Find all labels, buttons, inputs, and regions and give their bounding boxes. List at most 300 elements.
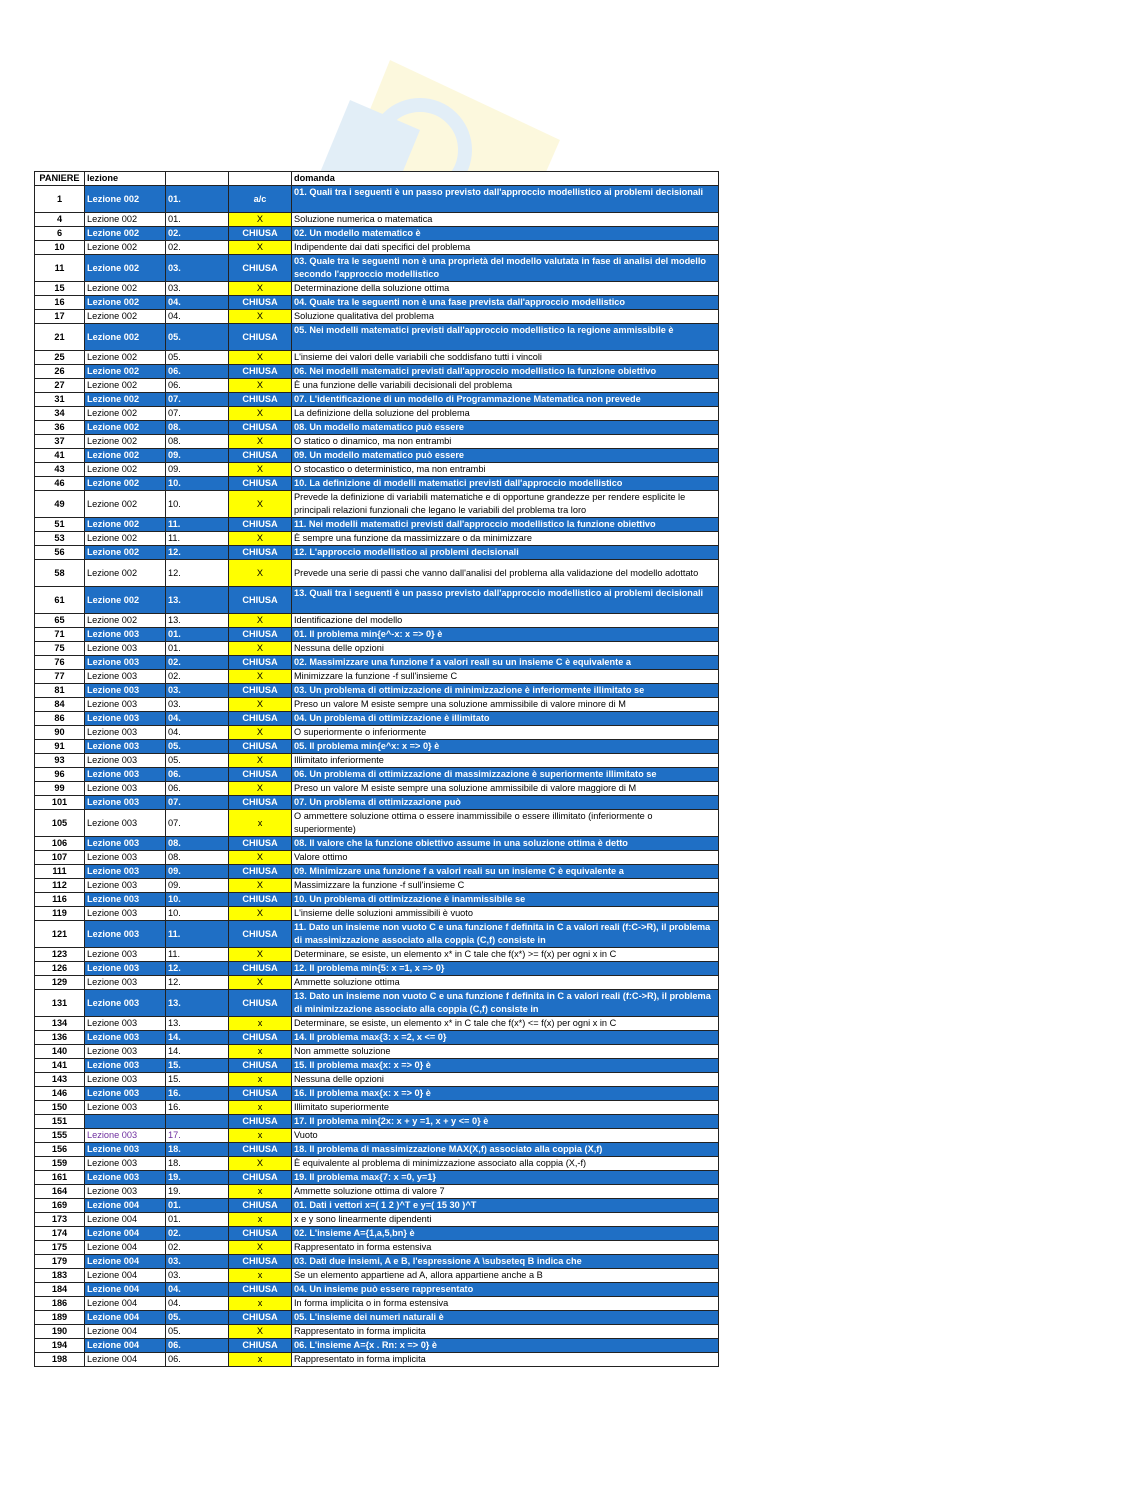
question-text: 05. L'insieme dei numeri naturali è xyxy=(292,1311,719,1325)
header-domanda: domanda xyxy=(292,172,719,186)
question-type: CHIUSA xyxy=(229,893,292,907)
question-type: CHIUSA xyxy=(229,1059,292,1073)
answer-mark: X xyxy=(229,1157,292,1171)
paniere-number: 16 xyxy=(35,296,85,310)
lezione-cell: Lezione 002 xyxy=(85,379,166,393)
question-row xyxy=(35,1311,719,1325)
answer-text: In forma implicita o in forma estensiva xyxy=(292,1297,719,1311)
answer-text: Determinare, se esiste, un elemento x* in C tale che f(x*) <= f(x) per ogni x in C xyxy=(292,1017,719,1031)
answer-mark: x xyxy=(229,1045,292,1059)
paniere-number: 93 xyxy=(35,754,85,768)
question-index: 12. xyxy=(166,976,229,990)
question-text: 02. Massimizzare una funzione f a valori reali su un insieme C è equivalente a xyxy=(292,656,719,670)
question-row xyxy=(35,1227,719,1241)
lezione-cell xyxy=(85,1115,166,1129)
question-text: 12. L'approccio modellistico ai problemi decisionali xyxy=(292,546,719,560)
paniere-number: 119 xyxy=(35,907,85,921)
question-index: 01. xyxy=(166,628,229,642)
question-row xyxy=(35,324,719,351)
question-row xyxy=(35,1171,719,1185)
question-text: 08. Un modello matematico può essere xyxy=(292,421,719,435)
question-text: 16. Il problema max{x: x => 0} è xyxy=(292,1087,719,1101)
question-row xyxy=(35,449,719,463)
question-index: 03. xyxy=(166,1255,229,1269)
paniere-number: 90 xyxy=(35,726,85,740)
answer-text: O ammettere soluzione ottima o essere inammissibile o essere illimitato (inferiormente o superiormente) xyxy=(292,810,719,837)
answer-text: La definizione della soluzione del problema xyxy=(292,407,719,421)
answer-mark: X xyxy=(229,282,292,296)
question-index: 07. xyxy=(166,810,229,837)
answer-mark: X xyxy=(229,560,292,587)
lezione-cell: Lezione 002 xyxy=(85,421,166,435)
paniere-number: 194 xyxy=(35,1339,85,1353)
header-lezione: lezione xyxy=(85,172,166,186)
question-row xyxy=(35,1339,719,1353)
question-row xyxy=(35,1059,719,1073)
question-row xyxy=(35,518,719,532)
answer-text: Soluzione qualitativa del problema xyxy=(292,310,719,324)
answer-text: Rappresentato in forma estensiva xyxy=(292,1241,719,1255)
lezione-cell: Lezione 002 xyxy=(85,491,166,518)
question-text: 19. Il problema max{7: x =0, y=1} xyxy=(292,1171,719,1185)
question-row xyxy=(35,365,719,379)
lezione-cell: Lezione 002 xyxy=(85,296,166,310)
lezione-cell: Lezione 003 xyxy=(85,712,166,726)
lezione-cell: Lezione 004 xyxy=(85,1297,166,1311)
question-index: 12. xyxy=(166,962,229,976)
paniere-number: 140 xyxy=(35,1045,85,1059)
paniere-number: 155 xyxy=(35,1129,85,1143)
answer-mark: x xyxy=(229,1213,292,1227)
question-type: CHIUSA xyxy=(229,1199,292,1213)
question-type: CHIUSA xyxy=(229,990,292,1017)
lezione-cell: Lezione 002 xyxy=(85,614,166,628)
answer-row xyxy=(35,282,719,296)
paniere-number: 112 xyxy=(35,879,85,893)
paniere-number: 179 xyxy=(35,1255,85,1269)
question-type: CHIUSA xyxy=(229,1143,292,1157)
question-row xyxy=(35,768,719,782)
answer-mark: X xyxy=(229,726,292,740)
answer-text: L'insieme delle soluzioni ammissibili è vuoto xyxy=(292,907,719,921)
question-row xyxy=(35,837,719,851)
answer-row xyxy=(35,782,719,796)
answer-row xyxy=(35,1157,719,1171)
lezione-cell: Lezione 003 xyxy=(85,1087,166,1101)
paniere-number: 1 xyxy=(35,186,85,213)
question-text: 07. Un problema di ottimizzazione può xyxy=(292,796,719,810)
lezione-cell: Lezione 003 xyxy=(85,670,166,684)
paniere-number: 36 xyxy=(35,421,85,435)
question-index: 02. xyxy=(166,227,229,241)
question-index: 05. xyxy=(166,1325,229,1339)
paniere-number: 34 xyxy=(35,407,85,421)
question-row xyxy=(35,296,719,310)
question-row xyxy=(35,1115,719,1129)
lezione-cell: Lezione 002 xyxy=(85,351,166,365)
question-index: 09. xyxy=(166,879,229,893)
answer-mark: X xyxy=(229,491,292,518)
answer-text: Illimitato inferiormente xyxy=(292,754,719,768)
lezione-cell: Lezione 002 xyxy=(85,227,166,241)
question-text: 03. Un problema di ottimizzazione di minimizzazione è inferiormente illimitato se xyxy=(292,684,719,698)
answer-row xyxy=(35,1045,719,1059)
paniere-number: 123 xyxy=(35,948,85,962)
paniere-number: 126 xyxy=(35,962,85,976)
question-index: 03. xyxy=(166,282,229,296)
lezione-cell: Lezione 004 xyxy=(85,1255,166,1269)
paniere-number: 53 xyxy=(35,532,85,546)
question-index: 06. xyxy=(166,1339,229,1353)
lezione-cell: Lezione 003 xyxy=(85,698,166,712)
lezione-cell: Lezione 003 xyxy=(85,726,166,740)
paniere-number: 105 xyxy=(35,810,85,837)
answer-row xyxy=(35,1129,719,1143)
answer-text: O statico o dinamico, ma non entrambi xyxy=(292,435,719,449)
question-text: 01. Dati i vettori x=( 1 2 )^T e y=( 15 30 )^T xyxy=(292,1199,719,1213)
answer-text: Preso un valore M esiste sempre una soluzione ammissibile di valore maggiore di M xyxy=(292,782,719,796)
question-type: CHIUSA xyxy=(229,768,292,782)
question-type: CHIUSA xyxy=(229,921,292,948)
question-text: 09. Un modello matematico può essere xyxy=(292,449,719,463)
answer-row xyxy=(35,1017,719,1031)
lezione-cell: Lezione 003 xyxy=(85,1059,166,1073)
question-index: 19. xyxy=(166,1171,229,1185)
question-text: 03. Quale tra le seguenti non è una proprietà del modello valutata in fase di analisi del modello secondo l'approccio modellistico xyxy=(292,255,719,282)
question-index: 02. xyxy=(166,656,229,670)
answer-text: Nessuna delle opzioni xyxy=(292,1073,719,1087)
lezione-cell: Lezione 002 xyxy=(85,282,166,296)
answer-text: Vuoto xyxy=(292,1129,719,1143)
answer-row xyxy=(35,435,719,449)
answer-text: È equivalente al problema di minimizzazione associato alla coppia (X,-f) xyxy=(292,1157,719,1171)
answer-text: Valore ottimo xyxy=(292,851,719,865)
question-index: 12. xyxy=(166,560,229,587)
question-row xyxy=(35,1199,719,1213)
panieri-table xyxy=(34,171,719,1367)
answer-mark: x xyxy=(229,1129,292,1143)
question-index: 07. xyxy=(166,796,229,810)
question-text: 04. Un insieme può essere rappresentato xyxy=(292,1283,719,1297)
answer-text: Rappresentato in forma implicita xyxy=(292,1325,719,1339)
question-type: a/c xyxy=(229,186,292,213)
answer-text: Rappresentato in forma implicita xyxy=(292,1353,719,1367)
lezione-cell: Lezione 003 xyxy=(85,740,166,754)
question-text: 13. Dato un insieme non vuoto C e una funzione f definita in C a valori reali (f:C->R), il problema di minimizzazione associato alla coppia (C,f) consiste in xyxy=(292,990,719,1017)
question-index xyxy=(166,1115,229,1129)
answer-row xyxy=(35,379,719,393)
question-index: 16. xyxy=(166,1087,229,1101)
question-index: 01. xyxy=(166,186,229,213)
question-row xyxy=(35,990,719,1017)
paniere-number: 146 xyxy=(35,1087,85,1101)
paniere-number: 15 xyxy=(35,282,85,296)
answer-row xyxy=(35,407,719,421)
lezione-cell: Lezione 003 xyxy=(85,1101,166,1115)
paniere-number: 41 xyxy=(35,449,85,463)
question-type: CHIUSA xyxy=(229,1171,292,1185)
lezione-cell: Lezione 003 xyxy=(85,1157,166,1171)
answer-row xyxy=(35,532,719,546)
question-type: CHIUSA xyxy=(229,587,292,614)
answer-row xyxy=(35,560,719,587)
lezione-cell: Lezione 002 xyxy=(85,532,166,546)
question-index: 16. xyxy=(166,1101,229,1115)
lezione-cell: Lezione 004 xyxy=(85,1325,166,1339)
question-index: 04. xyxy=(166,1297,229,1311)
answer-mark: X xyxy=(229,851,292,865)
answer-mark: X xyxy=(229,379,292,393)
question-row xyxy=(35,921,719,948)
question-type: CHIUSA xyxy=(229,1283,292,1297)
lezione-cell: Lezione 002 xyxy=(85,186,166,213)
question-type: CHIUSA xyxy=(229,740,292,754)
lezione-cell: Lezione 003 xyxy=(85,948,166,962)
lezione-cell: Lezione 003 xyxy=(85,1171,166,1185)
question-index: 13. xyxy=(166,587,229,614)
question-index: 15. xyxy=(166,1059,229,1073)
question-text: 14. Il problema max{3: x =2, x <= 0} xyxy=(292,1031,719,1045)
paniere-number: 174 xyxy=(35,1227,85,1241)
question-row xyxy=(35,962,719,976)
question-index: 05. xyxy=(166,351,229,365)
paniere-number: 71 xyxy=(35,628,85,642)
paniere-number: 131 xyxy=(35,990,85,1017)
question-type: CHIUSA xyxy=(229,628,292,642)
answer-mark: X xyxy=(229,351,292,365)
question-index: 02. xyxy=(166,1241,229,1255)
question-text: 01. Il problema min{e^-x: x => 0} è xyxy=(292,628,719,642)
answer-text: Massimizzare la funzione -f sull'insieme C xyxy=(292,879,719,893)
paniere-number: 156 xyxy=(35,1143,85,1157)
question-row xyxy=(35,1255,719,1269)
lezione-cell: Lezione 002 xyxy=(85,587,166,614)
lezione-cell: Lezione 004 xyxy=(85,1283,166,1297)
lezione-cell: Lezione 002 xyxy=(85,407,166,421)
answer-text: Indipendente dai dati specifici del problema xyxy=(292,241,719,255)
question-index: 02. xyxy=(166,670,229,684)
answer-row xyxy=(35,1213,719,1227)
answer-mark: X xyxy=(229,879,292,893)
question-row xyxy=(35,1143,719,1157)
answer-text: Se un elemento appartiene ad A, allora appartiene anche a B xyxy=(292,1269,719,1283)
paniere-number: 46 xyxy=(35,477,85,491)
paniere-number: 84 xyxy=(35,698,85,712)
question-index: 08. xyxy=(166,837,229,851)
answer-mark: X xyxy=(229,532,292,546)
paniere-number: 150 xyxy=(35,1101,85,1115)
question-index: 13. xyxy=(166,990,229,1017)
question-text: 06. Nei modelli matematici previsti dall'approccio modellistico la funzione obiettivo xyxy=(292,365,719,379)
question-row xyxy=(35,740,719,754)
question-type: CHIUSA xyxy=(229,865,292,879)
header-paniere: PANIERE xyxy=(35,172,85,186)
question-index: 09. xyxy=(166,449,229,463)
question-index: 17. xyxy=(166,1129,229,1143)
question-text: 12. Il problema min{5: x =1, x => 0} xyxy=(292,962,719,976)
question-type: CHIUSA xyxy=(229,1227,292,1241)
question-text: 11. Dato un insieme non vuoto C e una funzione f definita in C a valori reali (f:C->R), il problema di massimizzazione associato alla coppia (C,f) consiste in xyxy=(292,921,719,948)
question-text: 04. Un problema di ottimizzazione è illimitato xyxy=(292,712,719,726)
paniere-number: 116 xyxy=(35,893,85,907)
paniere-number: 143 xyxy=(35,1073,85,1087)
lezione-cell: Lezione 003 xyxy=(85,1031,166,1045)
question-text: 15. Il problema max{x: x => 0} è xyxy=(292,1059,719,1073)
question-type: CHIUSA xyxy=(229,962,292,976)
question-index: 06. xyxy=(166,379,229,393)
answer-mark: X xyxy=(229,976,292,990)
question-row xyxy=(35,684,719,698)
paniere-number: 111 xyxy=(35,865,85,879)
lezione-cell: Lezione 004 xyxy=(85,1241,166,1255)
question-text: 10. La definizione di modelli matematici previsti dall'approccio modellistico xyxy=(292,477,719,491)
paniere-number: 159 xyxy=(35,1157,85,1171)
paniere-number: 37 xyxy=(35,435,85,449)
answer-text: È sempre una funzione da massimizzare o da minimizzare xyxy=(292,532,719,546)
answer-row xyxy=(35,698,719,712)
question-type: CHIUSA xyxy=(229,1087,292,1101)
answer-text: Ammette soluzione ottima di valore 7 xyxy=(292,1185,719,1199)
question-type: CHIUSA xyxy=(229,684,292,698)
question-type: CHIUSA xyxy=(229,796,292,810)
question-text: 01. Quali tra i seguenti è un passo previsto dall'approccio modellistico ai problemi decisionali xyxy=(292,186,719,213)
question-type: CHIUSA xyxy=(229,712,292,726)
paniere-number: 49 xyxy=(35,491,85,518)
question-row xyxy=(35,255,719,282)
answer-mark: x xyxy=(229,810,292,837)
answer-row xyxy=(35,463,719,477)
paniere-number: 99 xyxy=(35,782,85,796)
lezione-cell: Lezione 003 xyxy=(85,628,166,642)
question-index: 11. xyxy=(166,532,229,546)
question-type: CHIUSA xyxy=(229,1311,292,1325)
question-row xyxy=(35,546,719,560)
question-index: 14. xyxy=(166,1045,229,1059)
question-row xyxy=(35,1031,719,1045)
question-type: CHIUSA xyxy=(229,393,292,407)
answer-row xyxy=(35,351,719,365)
lezione-cell: Lezione 003 xyxy=(85,976,166,990)
answer-mark: X xyxy=(229,1325,292,1339)
question-text: 04. Quale tra le seguenti non è una fase prevista dall'approccio modellistico xyxy=(292,296,719,310)
lezione-cell: Lezione 002 xyxy=(85,324,166,351)
question-type: CHIUSA xyxy=(229,296,292,310)
paniere-number: 129 xyxy=(35,976,85,990)
question-index: 18. xyxy=(166,1143,229,1157)
question-row xyxy=(35,893,719,907)
question-index: 06. xyxy=(166,768,229,782)
question-index: 07. xyxy=(166,407,229,421)
answer-text: Prevede una serie di passi che vanno dall'analisi del problema alla validazione del modello adottato xyxy=(292,560,719,587)
lezione-cell: Lezione 003 xyxy=(85,893,166,907)
paniere-number: 76 xyxy=(35,656,85,670)
question-index: 05. xyxy=(166,740,229,754)
answer-row xyxy=(35,1353,719,1367)
lezione-cell: Lezione 003 xyxy=(85,1017,166,1031)
answer-mark: x xyxy=(229,1297,292,1311)
question-index: 18. xyxy=(166,1157,229,1171)
paniere-number: 96 xyxy=(35,768,85,782)
question-text: 17. Il problema min{2x: x + y =1, x + y <= 0} è xyxy=(292,1115,719,1129)
lezione-cell: Lezione 003 xyxy=(85,1143,166,1157)
lezione-cell: Lezione 004 xyxy=(85,1199,166,1213)
answer-row xyxy=(35,1101,719,1115)
lezione-cell: Lezione 002 xyxy=(85,393,166,407)
paniere-number: 101 xyxy=(35,796,85,810)
lezione-cell: Lezione 002 xyxy=(85,365,166,379)
question-type: CHIUSA xyxy=(229,365,292,379)
paniere-number: 175 xyxy=(35,1241,85,1255)
lezione-cell: Lezione 002 xyxy=(85,477,166,491)
lezione-cell: Lezione 003 xyxy=(85,684,166,698)
question-index: 13. xyxy=(166,614,229,628)
answer-mark: X xyxy=(229,1241,292,1255)
header-blank-1 xyxy=(166,172,229,186)
question-index: 04. xyxy=(166,310,229,324)
question-index: 08. xyxy=(166,421,229,435)
answer-row xyxy=(35,241,719,255)
paniere-number: 141 xyxy=(35,1059,85,1073)
answer-row xyxy=(35,810,719,837)
question-text: 08. Il valore che la funzione obiettivo assume in una soluzione ottima è detto xyxy=(292,837,719,851)
lezione-cell: Lezione 003 xyxy=(85,1073,166,1087)
answer-row xyxy=(35,948,719,962)
question-text: 03. Dati due insiemi, A e B, l'espressione A \subseteq B indica che xyxy=(292,1255,719,1269)
paniere-number: 25 xyxy=(35,351,85,365)
question-index: 06. xyxy=(166,1353,229,1367)
question-row xyxy=(35,421,719,435)
lezione-cell: Lezione 002 xyxy=(85,241,166,255)
paniere-number: 58 xyxy=(35,560,85,587)
question-type: CHIUSA xyxy=(229,421,292,435)
lezione-cell: Lezione 002 xyxy=(85,560,166,587)
lezione-cell: Lezione 003 xyxy=(85,962,166,976)
answer-text: Illimitato superiormente xyxy=(292,1101,719,1115)
question-index: 10. xyxy=(166,491,229,518)
paniere-number: 189 xyxy=(35,1311,85,1325)
question-index: 01. xyxy=(166,213,229,227)
answer-row xyxy=(35,614,719,628)
answer-mark: X xyxy=(229,213,292,227)
question-type: CHIUSA xyxy=(229,227,292,241)
lezione-cell: Lezione 003 xyxy=(85,810,166,837)
question-type: CHIUSA xyxy=(229,1115,292,1129)
question-index: 01. xyxy=(166,1199,229,1213)
answer-row xyxy=(35,213,719,227)
question-text: 06. Un problema di ottimizzazione di massimizzazione è superiormente illimitato se xyxy=(292,768,719,782)
paniere-number: 51 xyxy=(35,518,85,532)
answer-text: O superiormente o inferiormente xyxy=(292,726,719,740)
question-index: 11. xyxy=(166,518,229,532)
lezione-cell: Lezione 003 xyxy=(85,1045,166,1059)
question-index: 01. xyxy=(166,1213,229,1227)
paniere-number: 91 xyxy=(35,740,85,754)
answer-row xyxy=(35,1269,719,1283)
question-text: 05. Il problema min{e^x: x => 0} è xyxy=(292,740,719,754)
question-text: 02. Un modello matematico è xyxy=(292,227,719,241)
question-text: 06. L'insieme A={x . Rn: x => 0} è xyxy=(292,1339,719,1353)
paniere-number: 186 xyxy=(35,1297,85,1311)
paniere-number: 61 xyxy=(35,587,85,614)
question-index: 09. xyxy=(166,865,229,879)
lezione-cell: Lezione 003 xyxy=(85,1185,166,1199)
paniere-number: 198 xyxy=(35,1353,85,1367)
answer-row xyxy=(35,726,719,740)
answer-mark: x xyxy=(229,1101,292,1115)
paniere-number: 31 xyxy=(35,393,85,407)
paniere-number: 56 xyxy=(35,546,85,560)
paniere-number: 183 xyxy=(35,1269,85,1283)
